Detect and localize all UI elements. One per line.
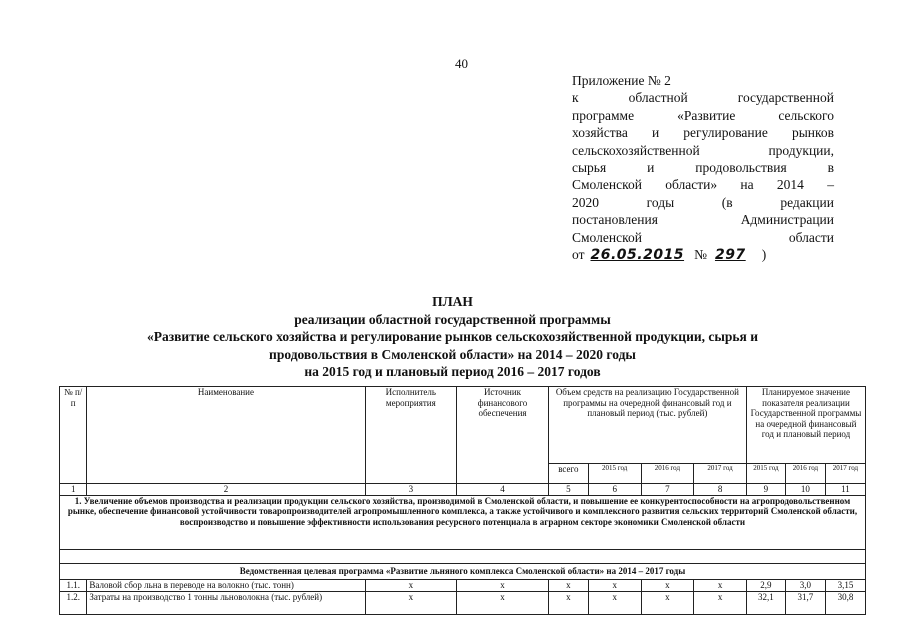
- row-cell: 2,9: [746, 579, 785, 591]
- row-cell: х: [694, 591, 747, 614]
- row-cell: 3,15: [825, 579, 865, 591]
- col-number: 4: [457, 484, 549, 496]
- header-name: Наименование: [87, 387, 365, 484]
- row-cell: х: [457, 591, 549, 614]
- row-cell: х: [641, 591, 694, 614]
- row-cell: х: [548, 591, 588, 614]
- row-cell: 31,7: [785, 591, 825, 614]
- col-number: 8: [694, 484, 747, 496]
- row-cell: 30,8: [825, 591, 865, 614]
- subheader-indicator-2016: 2016 год: [785, 464, 825, 484]
- header-source: Источник финансового обеспечения: [457, 387, 549, 484]
- appendix-line: 2020 годы (в редакции: [572, 194, 834, 210]
- plan-subtitle-line: продовольствия в Смоленской области» на 2014 – 2020 годы: [269, 346, 636, 362]
- subheader-total: всего: [548, 464, 588, 484]
- plan-table: [59, 386, 866, 615]
- plan-heading: ПЛАН: [432, 294, 473, 309]
- appendix-line: программе «Развитие сельского: [572, 107, 834, 123]
- column-number-row: [60, 484, 866, 496]
- col-number: 2: [87, 484, 365, 496]
- subheader-funding-2016: 2016 год: [641, 464, 694, 484]
- handwritten-date: 26.05.2015: [590, 247, 685, 264]
- appendix-line: Смоленской области: [572, 229, 834, 245]
- subheader-indicator-2017: 2017 год: [825, 464, 865, 484]
- appendix-line: сельскохозяйственной продукции,: [572, 142, 834, 158]
- header-executor: Исполнитель мероприятия: [365, 387, 457, 484]
- col-number: 5: [548, 484, 588, 496]
- program-title-row: [60, 563, 866, 579]
- plan-subtitle-line: «Развитие сельского хозяйства и регулирование рынков сельскохозяйственной продукции, сырья и: [146, 329, 759, 345]
- row-cell: х: [365, 579, 457, 591]
- header-indicator: Планируемое значение показателя реализации Государственной программы на очередной финансовый год и плановый период: [746, 387, 865, 464]
- table-row: [60, 591, 866, 614]
- subheader-funding-2015: 2015 год: [588, 464, 641, 484]
- row-cell: х: [457, 579, 549, 591]
- row-cell: х: [694, 579, 747, 591]
- ot-label: от: [572, 247, 585, 263]
- col-number: 11: [825, 484, 865, 496]
- appendix-line: Смоленской области» на 2014 –: [572, 177, 834, 193]
- goal-text: 1. Увеличение объемов производства и реализации продукции сельского хозяйства, производимой в Смоленской области, и повышение ее конкурентоспособности на агропродовольственном рынке, обеспечение финансовой устойчивости товаропроизводителей агропромышленного комплекса, а также устойчивого и комплексного развития сельских территорий Смоленской области, воспроизводство и повышение эффективности использования ресурсного потенциала в аграрном секторе экономики Смоленской области: [60, 495, 866, 549]
- row-num: 1.2.: [60, 591, 87, 614]
- header-funding: Объем средств на реализацию Государственной программы на очередной финансовый год и плановый период (тыс. рублей): [548, 387, 746, 464]
- col-number: 6: [588, 484, 641, 496]
- appendix-line: сырья и продовольствия в: [572, 160, 834, 176]
- row-cell: 3,0: [785, 579, 825, 591]
- row-cell: х: [641, 579, 694, 591]
- plan-subtitle-line: на 2015 год и плановый период 2016 – 2017 годов: [304, 364, 601, 380]
- row-cell: 32,1: [746, 591, 785, 614]
- row-cell: х: [365, 591, 457, 614]
- row-cell: х: [588, 579, 641, 591]
- header-num: № п/п: [60, 387, 87, 484]
- col-number: 9: [746, 484, 785, 496]
- col-number: 1: [60, 484, 87, 496]
- blank-row: [60, 549, 866, 563]
- subheader-funding-2017: 2017 год: [694, 464, 747, 484]
- appendix-line: постановления Администрации: [572, 212, 834, 228]
- appendix-line: к областной государственной: [572, 90, 834, 106]
- close-paren: ): [761, 247, 767, 263]
- appendix-block: [572, 72, 834, 264]
- plan-title: [0, 293, 905, 381]
- appendix-line: хозяйства и регулирование рынков: [572, 125, 834, 141]
- appendix-line: Приложение № 2: [572, 73, 671, 88]
- row-cell: х: [588, 591, 641, 614]
- col-number: 3: [365, 484, 457, 496]
- subheader-indicator-2015: 2015 год: [746, 464, 785, 484]
- appendix-signature-line: [572, 246, 834, 264]
- col-number: 7: [641, 484, 694, 496]
- table-row: [60, 579, 866, 591]
- row-name: Валовой сбор льна в переводе на волокно (тыс. тонн): [87, 579, 365, 591]
- row-name: Затраты на производство 1 тонны льноволокна (тыс. рублей): [87, 591, 365, 614]
- row-cell: х: [548, 579, 588, 591]
- table-header-row: [60, 387, 866, 464]
- handwritten-number: 297: [714, 247, 746, 264]
- program-title: Ведомственная целевая программа «Развитие льняного комплекса Смоленской области» на 2014 – 2017 годы: [60, 563, 866, 579]
- goal-row: [60, 495, 866, 549]
- row-num: 1.1.: [60, 579, 87, 591]
- page-number: 40: [455, 56, 468, 71]
- col-number: 10: [785, 484, 825, 496]
- number-label: №: [694, 247, 707, 263]
- plan-subtitle-line: реализации областной государственной программы: [294, 311, 611, 327]
- blank-cell: [60, 549, 866, 563]
